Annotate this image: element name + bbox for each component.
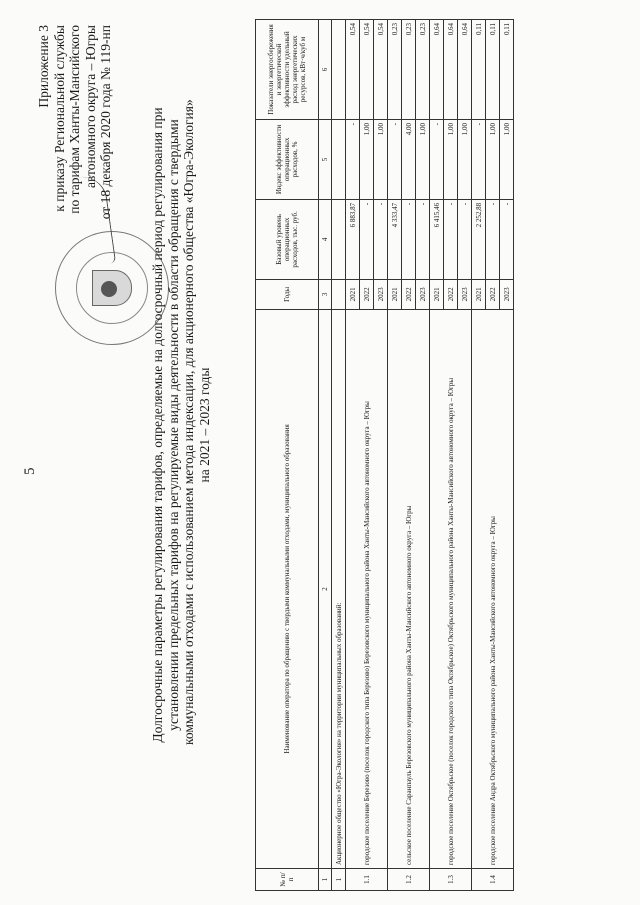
table-row: 2022 - 4,00 0,23 xyxy=(402,20,416,891)
appendix-line: от 18 декабря 2020 года № 119-нп xyxy=(98,25,113,220)
title-line: установлении предельных тарифов на регулируемые виды деятельности в области обращения с твердыми xyxy=(165,119,181,731)
header-year: Годы xyxy=(256,279,319,309)
table-row: 2022 - 1,00 0,54 xyxy=(360,20,374,891)
table-row-operator: 1 Акционерное общество «Югра-Экология» на территории муниципальных образований: xyxy=(332,20,346,891)
header-num: № п/п xyxy=(256,869,319,891)
document-title xyxy=(150,99,212,745)
table-row: 1.2 сельское поселение Саранпауль Березовского муниципального района Ханты-Мансийского автономного округа – Югры 2021 4 333,47 - 0,23 xyxy=(388,20,402,891)
header-index: Индекс эффективности операционных расходов, % xyxy=(256,119,319,199)
page-number: 5 xyxy=(22,467,38,475)
appendix-line: Приложение 3 xyxy=(36,25,51,108)
table-row: 2023 - 1,00 0,23 xyxy=(416,20,430,891)
appendix-line: к приказу Региональной службы xyxy=(51,25,67,212)
appendix-line: автономного округа – Югры xyxy=(82,25,98,188)
header-energy: Показатели энергосбережения и энергетической эффективности удельный расход энергетических ресурсов, кВт·ч/куб м xyxy=(256,20,319,120)
table-row: 2022 - 1,00 0,64 xyxy=(444,20,458,891)
table-row: 2023 - 1,00 0,64 xyxy=(458,20,472,891)
table-header-row xyxy=(256,20,319,891)
header-name: Наименование оператора по обращению с твердыми коммунальными отходами, муниципального образования xyxy=(256,309,319,868)
column-number-row: 1 2 3 4 5 6 xyxy=(319,20,332,891)
title-line: на 2021 – 2023 годы xyxy=(196,367,212,483)
parameters-table xyxy=(255,19,514,891)
header-base: Базовый уровень операционных расходов, тыс. руб. xyxy=(256,199,319,279)
appendix-header xyxy=(36,25,114,345)
table-row: 2022 - 1,00 0,11 xyxy=(486,20,500,891)
appendix-line: по тарифам Ханты-Мансийского xyxy=(67,25,82,214)
table-row: 1.1 городское поселение Березово (поселок городского типа Березово) Березовского муниципального района Ханты-Мансийского автономного округа – Югры 2021 6 883,87 - 0,54 xyxy=(346,20,360,891)
table-row: 1.4 городское поселение Андра Октябрьского муниципального района Ханты-Мансийского автономного округа – Югры 2021 2 252,88 - 0,11 xyxy=(472,20,486,891)
table-row: 1.3 городское поселение Октябрьское (поселок городского типа Октябрьское) Октябрьского муниципального района Ханты-Мансийского автономного округа – Югры 2021 6 415,46 - 0,64 xyxy=(430,20,444,891)
table-row: 2023 - 1,00 0,11 xyxy=(500,20,514,891)
table-row: 2023 - 1,00 0,54 xyxy=(374,20,388,891)
title-line: Долгосрочные параметры регулирования тарифов, определяемые на долгосрочный период регулирования при xyxy=(150,107,165,743)
title-line: коммунальными отходами с использованием метода индексации, для акционерного общества «Югра-Экология» xyxy=(181,99,196,745)
